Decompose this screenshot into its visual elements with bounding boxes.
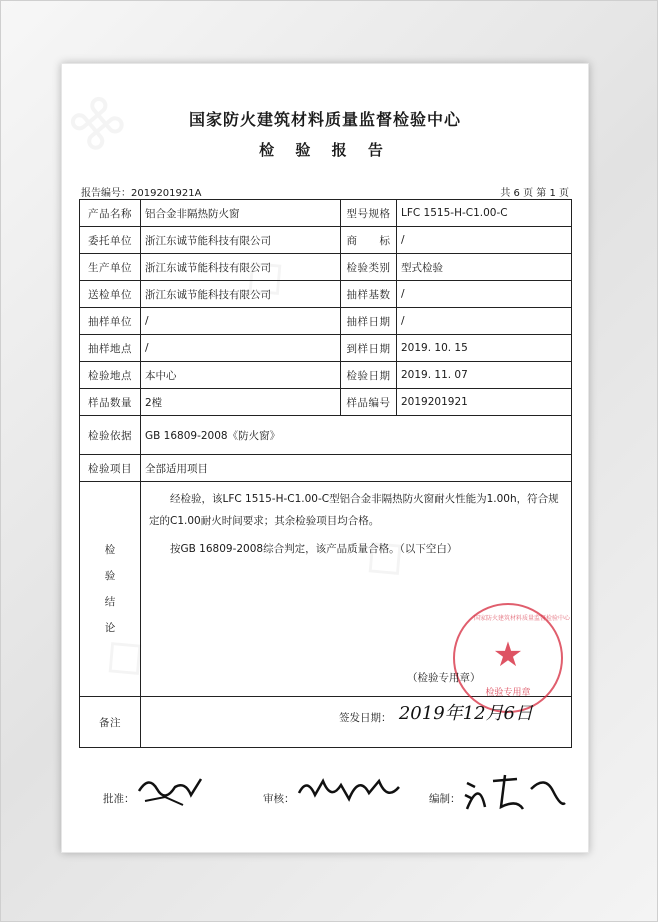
field-label: 抽样地点 (80, 335, 141, 362)
field-value: LFC 1515-H-C1.00-C (397, 200, 572, 227)
issue-date (339, 701, 534, 727)
table-row (80, 200, 572, 227)
seal-ring-text: 国家防火建筑材料质量监督检验中心 (473, 615, 570, 622)
field-label: 抽样单位 (80, 308, 141, 335)
field-value: / (397, 281, 572, 308)
table-row (80, 455, 572, 482)
field-value: / (397, 308, 572, 335)
field-value: 2019. 11. 07 (397, 362, 572, 389)
field-label: 抽样日期 (341, 308, 397, 335)
field-label: 商 标 (341, 227, 397, 254)
field-label: 抽样基数 (341, 281, 397, 308)
conclusion-label-char: 结 (104, 596, 116, 608)
table-row (80, 227, 572, 254)
field-value: 2樘 (141, 389, 341, 416)
field-label: 产品名称 (80, 200, 141, 227)
field-label: 委托单位 (80, 227, 141, 254)
editor-signature (461, 769, 571, 817)
report-number-value: 2019201921A (131, 188, 202, 199)
report-page (61, 63, 589, 853)
field-value: 型式检验 (397, 254, 572, 281)
report-number-label: 报告编号： (81, 188, 131, 199)
conclusion-label-char: 验 (104, 570, 116, 582)
table-row (80, 254, 572, 281)
star-icon: ★ (492, 635, 524, 675)
field-value: 2019201921 (397, 389, 572, 416)
field-label: 样品编号 (341, 389, 397, 416)
field-value: / (141, 308, 341, 335)
conclusion-paragraph: 按GB 16809-2008综合判定，该产品质量合格。（以下空白） (170, 543, 458, 555)
table-row (80, 362, 572, 389)
field-value: 本中心 (141, 362, 341, 389)
conclusion-label-char: 检 (104, 544, 116, 556)
field-value: 浙江东诚节能科技有限公司 (141, 254, 341, 281)
field-label: 检验日期 (341, 362, 397, 389)
field-value: GB 16809-2008《防火窗》 (141, 416, 572, 455)
table-row (80, 389, 572, 416)
field-label: 检验项目 (80, 455, 141, 482)
field-value: 全部适用项目 (141, 455, 572, 482)
issue-date-label: 签发日期： (339, 712, 392, 724)
remarks-label: 备注 (80, 697, 141, 748)
org-title: 国家防火建筑材料质量监督检验中心 (188, 110, 461, 129)
field-value: 铝合金非隔热防火窗 (141, 200, 341, 227)
field-value: / (397, 227, 572, 254)
field-label: 检验地点 (80, 362, 141, 389)
reviewer-signature (295, 771, 405, 815)
field-label: 检验依据 (80, 416, 141, 455)
conclusion-paragraph: 经检验，该LFC 1515-H-C1.00-C型铝合金非隔热防火窗耐火性能为1.00h，符合规定的C1.00耐火时间要求；其余检验项目均合格。 (149, 493, 559, 527)
table-row (80, 308, 572, 335)
table-row (80, 416, 572, 455)
review-label: 审核： (263, 793, 295, 805)
field-value: 2019. 10. 15 (397, 335, 572, 362)
table-row (80, 281, 572, 308)
field-value: 浙江东诚节能科技有限公司 (141, 281, 341, 308)
edit-label: 编制： (429, 793, 461, 805)
field-label: 样品数量 (80, 389, 141, 416)
doc-title: 检 验 报 告 (259, 141, 391, 159)
stamp-caption: （检验专用章） (407, 672, 481, 684)
report-number (81, 184, 201, 199)
field-value: / (141, 335, 341, 362)
approve-label: 批准： (103, 793, 135, 805)
issue-date-handwritten: 2019年12月6日 (398, 703, 534, 724)
conclusion-label (80, 482, 141, 697)
field-value: 浙江东诚节能科技有限公司 (141, 227, 341, 254)
conclusion-label-char: 论 (104, 622, 116, 634)
table-row (80, 335, 572, 362)
field-label: 送检单位 (80, 281, 141, 308)
page-info: 共 6 页 第 1 页 (500, 188, 569, 199)
seal-inner-text: 检验专用章 (485, 688, 531, 698)
approver-signature (135, 771, 205, 820)
field-label: 检验类别 (341, 254, 397, 281)
field-label: 生产单位 (80, 254, 141, 281)
field-label: 到样日期 (341, 335, 397, 362)
field-label: 型号规格 (341, 200, 397, 227)
inspection-seal (453, 603, 570, 713)
